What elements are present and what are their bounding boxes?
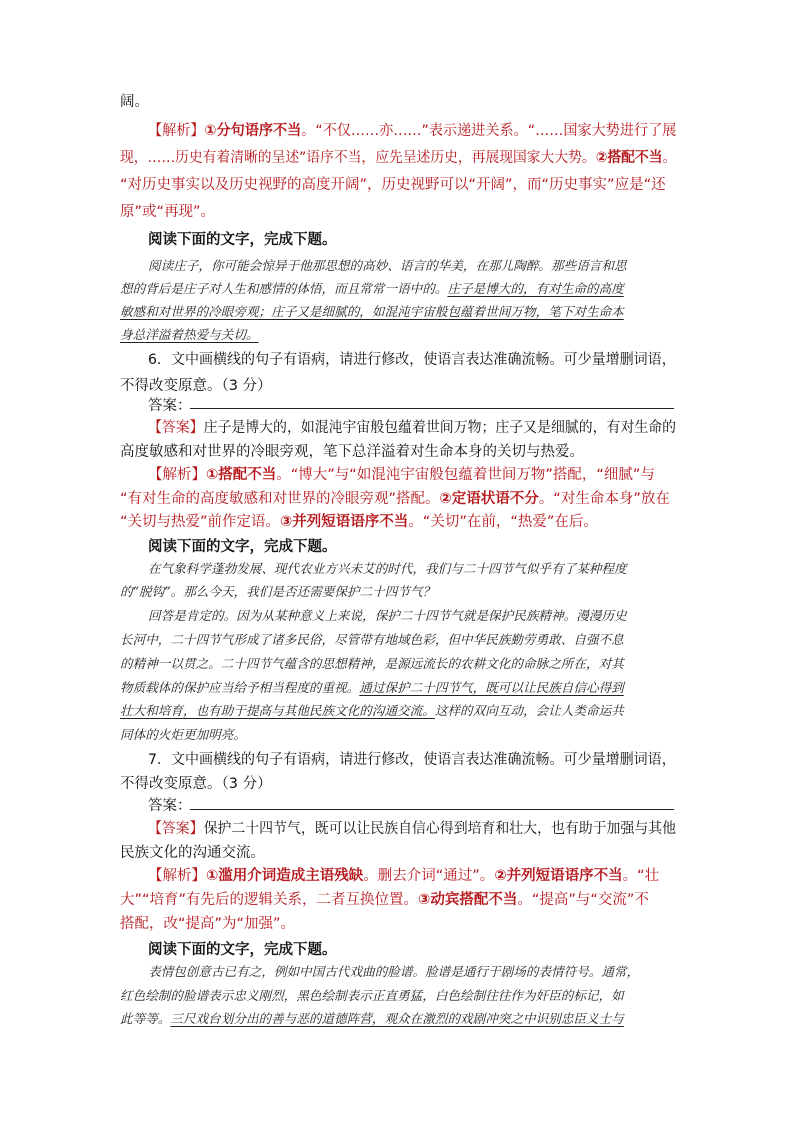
- analysis-line: “有对生命的高度敏感和对世界的冷眼旁观”搭配。②定语状语不分。“对生命本身”放在: [120, 491, 670, 507]
- analysis-line: 【解析】①滥用介词造成主语残缺。删去介词“通过”。②并列短语语序不当。“壮: [148, 868, 660, 884]
- passage-line: 阅读庄子，你可能会惊异于他那思想的高妙、语言的华美，在那儿陶醉。那些语言和思: [148, 258, 627, 273]
- analysis-line: 大”“培育”有先后的逻辑关系，二者互换位置。③动宾搭配不当。“提高”与“交流”不: [120, 892, 649, 908]
- passage-line: 表情包创意古已有之，例如中国古代戏曲的脸谱。脸谱是通行于剧场的表情符号。通常，: [148, 964, 640, 979]
- passage-line: 此等等。三尺戏台划分出的善与恶的道德阵营，观众在激烈的戏剧冲突之中识别忠臣义士与: [120, 1011, 624, 1026]
- question-text: 6．文中画横线的句子有语病，请进行修改，使语言表达准确流畅。可少量增删词语，: [148, 352, 676, 368]
- reading-instruction: 阅读下面的文字，完成下题。: [148, 539, 337, 555]
- reading-instruction: 阅读下面的文字，完成下题。: [148, 942, 337, 958]
- analysis-line: 原”或“再现”。: [120, 204, 216, 220]
- passage-line-underlined: 身总洋溢着热爱与关切。: [120, 327, 259, 342]
- passage-line: 物质载体的保护应当给予相当程度的重视。通过保护二十四节气，既可以让民族自信心得到: [120, 680, 624, 695]
- passage-line: 回答是肯定的。因为从某种意义上来说，保护二十四节气就是保护民族精神。漫漫历史: [148, 608, 627, 623]
- answer-label: 答案：: [148, 798, 192, 814]
- passage-line: 的精神一以贯之。二十四节气蕴含的思想精神，是源远流长的农耕文化的命脉之所在，对其: [120, 656, 624, 671]
- passage-line: 红色绘制的脸谱表示忠义刚烈，黑色绘制表示正直勇猛，白色绘制往往作为奸臣的标记，如: [120, 988, 624, 1003]
- answer-line: 【答案】庄子是博大的，如混沌宇宙般包蕴着世间万物；庄子又是细腻的，有对生命的: [148, 420, 677, 436]
- answer-label: 答案：: [148, 398, 192, 414]
- question-text: 7．文中画横线的句子有语病，请进行修改，使语言表达准确流畅。可少量增删词语，: [148, 752, 676, 768]
- analysis-line: 现，……历史有着清晰的呈述”语序不当，应先呈述历史，再展现国家大大势。②搭配不当。: [120, 150, 677, 166]
- answer-blank[interactable]: [190, 809, 674, 810]
- answer-line: 高度敏感和对世界的冷眼旁观，笔下总洋溢着对生命本身的关切与热爱。: [120, 444, 584, 460]
- passage-line: 想的背后是庄子对人生和感情的体悟，而且常常一语中的。庄子是博大的，有对生命的高度: [120, 281, 624, 296]
- analysis-line: “关切与热爱”前作定语。③并列短语语序不当。“关切”在前，“热爱”在后。: [120, 514, 598, 530]
- question-text: 不得改变原意。（3 分）: [120, 776, 272, 792]
- passage-line: 在气象科学蓬勃发展、现代农业方兴未艾的时代，我们与二十四节气似乎有了某种程度: [148, 561, 627, 576]
- analysis-line: “对历史事实以及历史视野的高度开阔”，历史视野可以“开阔”，而“历史事实”应是“还: [120, 177, 666, 193]
- passage-line: 长河中，二十四节气形成了诸多民俗，尽管带有地域色彩，但中华民族勤劳勇敢、自强不息: [120, 632, 624, 647]
- analysis-line: 【解析】①分句语序不当。“不仅……亦……”表示递进关系。“……国家大势进行了展: [148, 123, 677, 139]
- reading-instruction: 阅读下面的文字，完成下题。: [148, 232, 337, 248]
- answer-line: 民族文化的沟通交流。: [120, 845, 265, 861]
- analysis-line: 【解析】①搭配不当。“博大”与“如混沌宇宙般包蕴着世间万物”搭配，“细腻”与: [148, 467, 655, 483]
- text-line: 阔。: [120, 94, 149, 110]
- analysis-line: 搭配，改“提高”为“加强”。: [120, 916, 296, 932]
- passage-line: 同体的火炬更加明亮。: [120, 727, 246, 742]
- answer-line: 【答案】保护二十四节气，既可以让民族自信心得到培育和壮大，也有助于加强与其他: [148, 821, 677, 837]
- passage-line: 壮大和培育，也有助于提高与其他民族文化的沟通交流。这样的双向互动，会让人类命运共: [120, 703, 624, 718]
- question-text: 不得改变原意。（3 分）: [120, 378, 272, 394]
- passage-line-underlined: 敏感和对世界的冷眼旁观；庄子又是细腻的，如混沌宇宙般包蕴着世间万物，笔下对生命本: [120, 304, 624, 319]
- passage-line: 的“脱钩”。那么今天，我们是否还需要保护二十四节气？: [120, 584, 436, 599]
- answer-blank[interactable]: [190, 408, 674, 409]
